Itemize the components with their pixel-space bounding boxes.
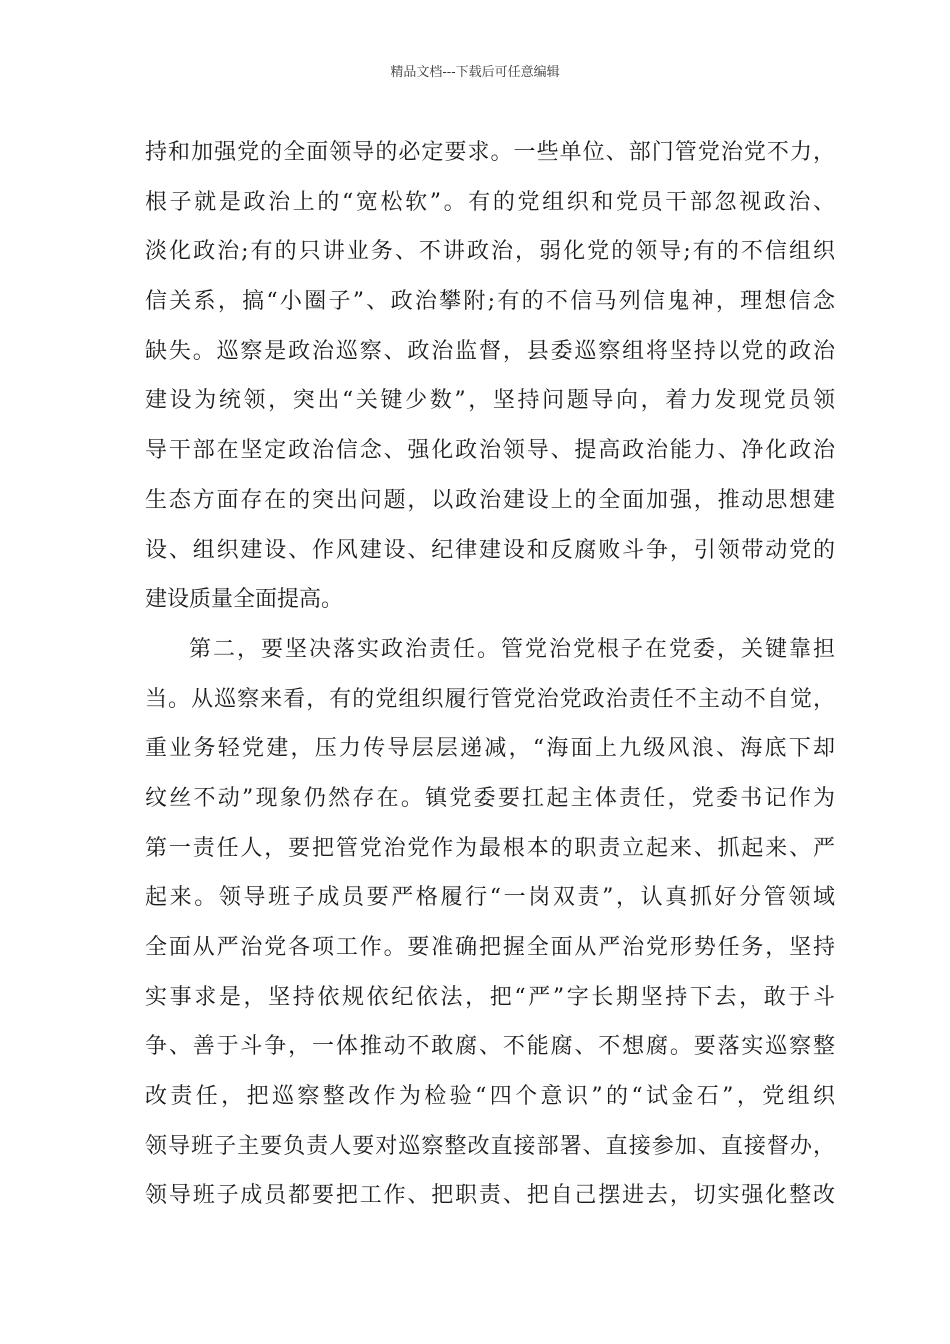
text-line: 当。从巡察来看，有的党组织履行管党治党政治责任不主动不自觉， [145,686,837,712]
text-line: 重业务轻党建，压力传导层层递减，“海面上九级风浪、海底下却 [145,736,838,762]
text-line: 争、善于斗争，一体推动不敢腐、不能腐、不想腐。要落实巡察整 [145,1034,837,1060]
paragraph-start-line: 第二，要坚决落实政治责任。管党治党根子在党委，关键靠担 [189,636,837,662]
text-line: 持和加强党的全面领导的必定要求。一些单位、部门管党治党不力， [145,140,837,165]
text-line: 领导班子主要负责人要对巡察整改直接部署、直接参加、直接督办， [145,1133,837,1159]
text-line: 建设为统领，突出“关键少数”，坚持问题导向，着力发现党员领 [145,388,838,414]
text-line: 缺失。巡察是政治巡察、政治监督，县委巡察组将坚持以党的政治 [145,338,837,364]
text-line: 生态方面存在的突出问题，以政治建设上的全面加强，推动思想建 [145,487,837,513]
page-header: 精品文档---下载后可任意编辑 [390,65,560,80]
text-line: 改责任，把巡察整改作为检验“四个意识”的“试金石”，党组织 [145,1084,839,1110]
text-line: 纹丝不动”现象仍然存在。镇党委要扛起主体责任，党委书记作为 [145,785,838,811]
text-line: 根子就是政治上的“宽松软”。有的党组织和党员干部忽视政治、 [145,189,838,215]
text-line: 领导班子成员都要把工作、把职责、把自己摆进去，切实强化整改 [145,1183,837,1209]
text-line: 起来。领导班子成员要严格履行“一岗双责”，认真抓好分管领域 [145,885,838,911]
text-line: 建设质量全面提高。 [145,587,344,613]
text-line: 淡化政治;有的只讲业务、不讲政治，弱化党的领导;有的不信组织 [145,239,838,265]
text-line: 全面从严治党各项工作。要准确把握全面从严治党形势任务，坚持 [145,935,837,960]
document-body [145,128,839,1221]
text-line: 导干部在坚定政治信念、强化政治领导、提高政治能力、净化政治 [145,438,837,464]
text-line: 设、组织建设、作风建设、纪律建设和反腐败斗争，引领带动党的 [145,537,837,563]
text-line: 信关系，搞“小圈子”、政治攀附;有的不信马列信鬼神，理想信念 [145,289,838,315]
text-line: 第一责任人，要把管党治党作为最根本的职责立起来、抓起来、严 [145,835,837,861]
text-line: 实事求是，坚持依规依纪依法，把“严”字长期坚持下去，敢于斗 [145,984,838,1010]
